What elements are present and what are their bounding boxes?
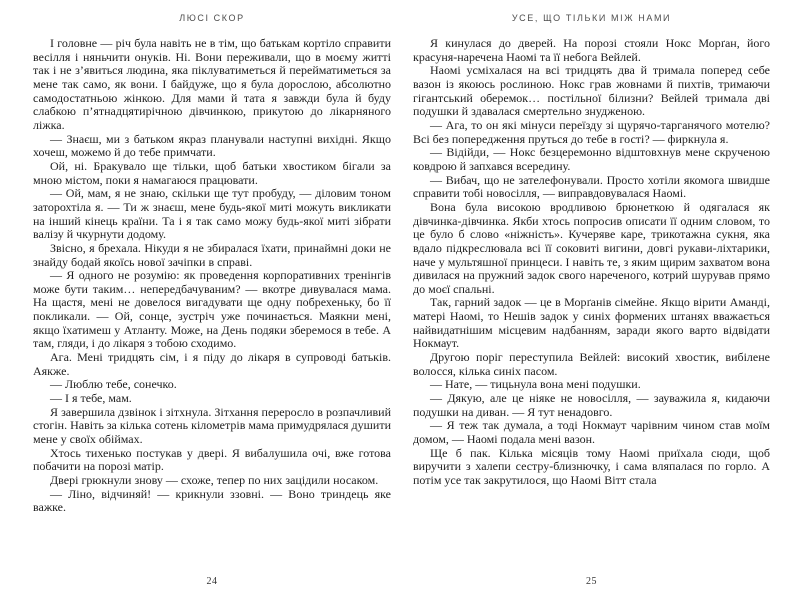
paragraph: Другою поріг переступила Вейлей: високий хвостик, вибілене волосся, кілька синіх пасом. (413, 350, 770, 378)
paragraph: Двері грюкнули знову — схоже, тепер по них зацідили носаком. (50, 473, 379, 487)
paragraph: Так, гарний задок — це в Морґанів сімейне. Якщо вірити Аманді, матері Наомі, то Нешів задок у синіх формених штанях вважається найвидатнішим місцевим надбанням, заради якого варто відвідати Нокмаут. (413, 295, 770, 351)
paragraph: — Ой, мам, я не знаю, скільки ще тут пробуду, — діловим тоном заторохтіла я. — Ти ж знаєш, мене будь-якої миті можуть викликати на інший кінець країни. Та і я так само можу будь-якої миті зібрати валізу й чкурнути додому. (33, 186, 391, 242)
paragraph: Наомі усміхалася на всі тридцять два й тримала поперед себе вазон із якоюсь рослиною. Нокс грав жовнами й пихтів, тримаючи гігантський оберемок… постільної білизни? Вейлей тримала дві подушки й здавалася смертельно знудженою. (413, 63, 770, 119)
page-body-right (413, 37, 770, 549)
paragraph: Ой, ні. Бракувало ще тільки, щоб батьки хвостиком бігали за мною містом, поки я намагаюся працювати. (33, 158, 391, 187)
page-number-left: 24 (206, 576, 218, 587)
paragraph: — Люблю тебе, сонечко. (50, 377, 177, 392)
paragraph: Ще б пак. Кілька місяців тому Наомі приїхала сюди, щоб виручити з халепи сестру-близнючку, і сама вляпалася по горло. А потім усе так закрутилося, що Наомі Вітт стала (413, 445, 770, 487)
paragraph: — І я тебе, мам. (50, 391, 132, 406)
paragraph: Звісно, я брехала. Нікуди я не збиралася їхати, принаймні доки не знайду бодай якоїсь нової зачіпки в справі. (33, 240, 391, 269)
paragraph: — Ліно, відчиняй! — крикнули ззовні. — Воно триндець яке важке. (33, 486, 391, 515)
page-body-left (33, 37, 391, 549)
paragraph: — Відійди, — Нокс безцеремонно відштовхнув мене скрученою ковдрою й запхався всередину. (413, 145, 770, 173)
paragraph: — Вибач, що не зателефонували. Просто хотіли якомога швидше справити тобі новосілля, — виправдовувалася Наомі. (413, 172, 770, 201)
paragraph: — Я теж так думала, а тоді Нокмаут чарівним чином став моїм домом, — Наомі подала мені вазон. (413, 418, 770, 447)
page-right (400, 0, 800, 600)
paragraph: — Я одного не розумію: як проведення корпоративних тренінгів може бути таким… непередбачуваним? — вкотре дивувалася мама. На щастя, мені не довелося вигадувати ще одну побрехеньку, бо її покликали. — Ой, сонце, зустріч уже починається. Маякни мені, якщо їхатимеш у Атланту. Може, на День подяки зберемося в тебе. А там, гляди, і до лікаря з тобою сходимо. (33, 268, 391, 351)
paragraph: Хтось тихенько постукав у двері. Я вибалушила очі, вже готова побачити на порозі матір. (33, 445, 391, 474)
paragraph: — Дякую, але це ніяке не новосілля, — зауважила я, кидаючи подушки на диван. — Я тут ненадовго. (413, 391, 770, 419)
paragraph: Я завершила дзвінок і зітхнула. Зітхання переросло в розпачливий стогін. Навіть за кілька сотень кілометрів мама примудрялася душити мене у своїх обіймах. (33, 404, 391, 447)
paragraph: — Нате, — тицьнула вона мені подушки. (430, 377, 641, 392)
page-number-right: 25 (586, 576, 597, 587)
running-header-title: УСЕ, ЩО ТІЛЬКИ МІЖ НАМИ (511, 13, 672, 23)
paragraph: Вона була високою вродливою брюнеткою й одягалася як дівчинка-дівчинка. Якби хтось попросив описати її одним словом, то це було б слово «ніжність». Кучеряве каре, трикотажна сукня, яка вдало підкреслювала всі її соковиті вигини, довгі рукави-ліхтарики, наче у мультяшної принцеси. І навіть те, з яким щирим захватом вона дивилася на пружний задок свого нареченого, котрий шурував прямо до моєї спальні. (413, 199, 770, 296)
running-header-author: ЛЮСІ СКОР (179, 13, 245, 23)
paragraph: Ага. Мені тридцять сім, і я піду до лікаря в супроводі батьків. Аякже. (33, 350, 391, 378)
paragraph: І головне — річ була навіть не в тім, що батькам кортіло справити весілля і няньчити онуків. Ні. Вони переживали, що в моєму житті так і не з’явиться людина, яка піклуватиметься й перейматиметься за мене так само, як вони. І байдуже, що я була дорослою, абсолютно самодостатньою жінкою. Для мами й тата я завжди була й буду слабкою п’ятнадцятирічною дівчинкою, прикутою до лікарняного ліжка. (33, 37, 391, 132)
paragraph: — Знаєш, ми з батьком якраз планували наступні вихідні. Якщо хочеш, можемо й до тебе примчати. (33, 131, 391, 160)
paragraph: — Ага, то он які мінуси переїзду зі щурячо-тарганячого мотелю? Всі без попередження пруться до тебе в гості? — фиркнула я. (413, 117, 770, 146)
paragraph: Я кинулася до дверей. На порозі стояли Нокс Морґан, його красуня-наречена Наомі та її небога Вейлей. (413, 37, 770, 64)
